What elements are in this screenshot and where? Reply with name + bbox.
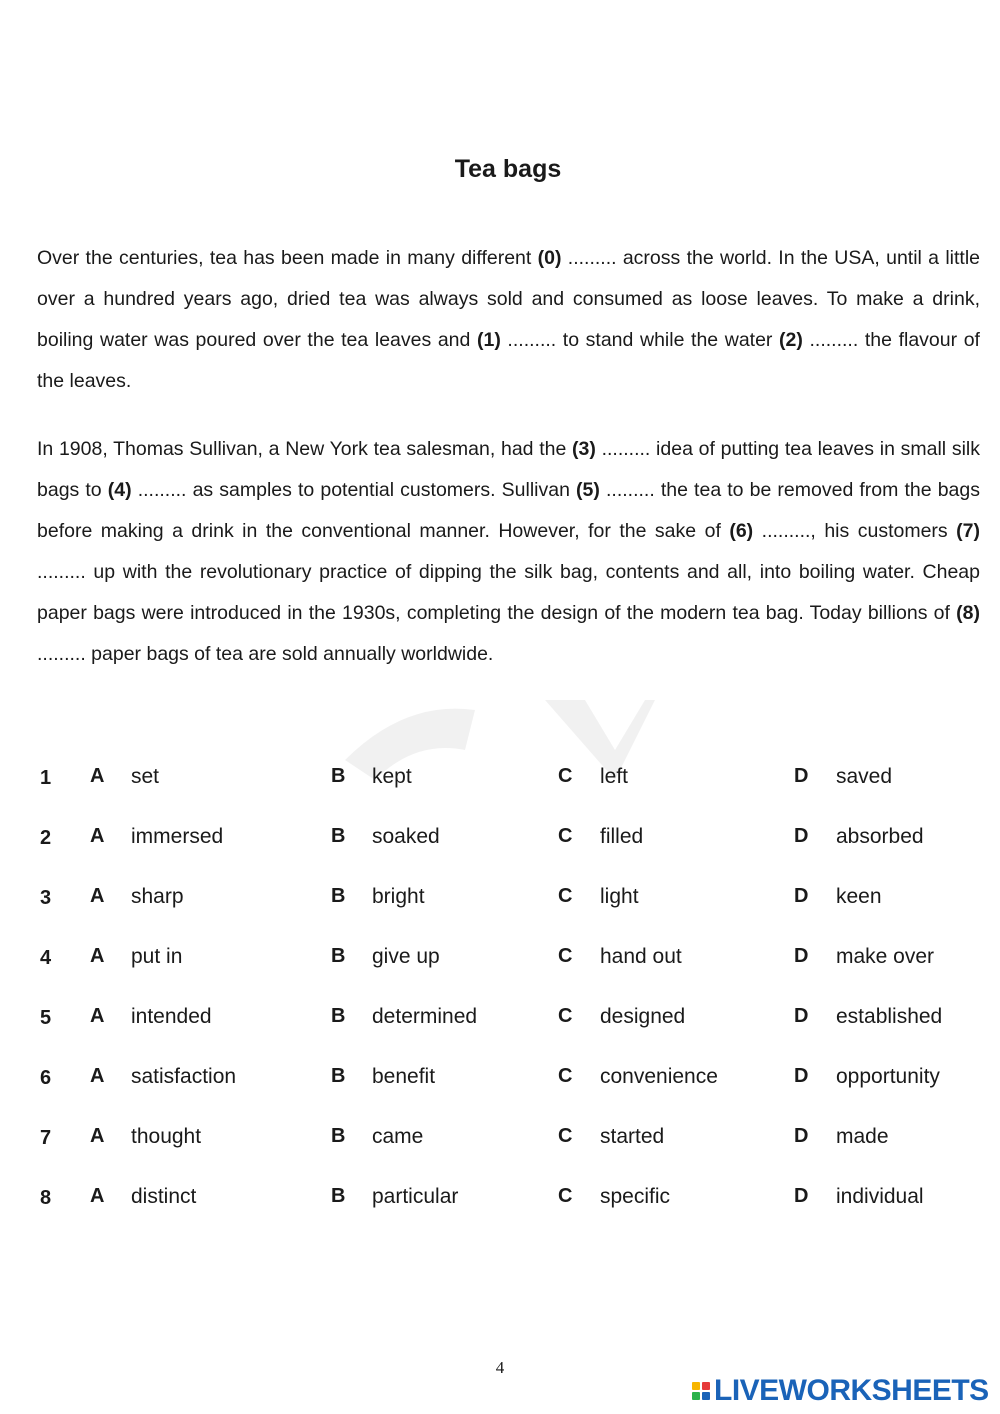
option-b-letter: B (331, 1065, 346, 1087)
question-number: 8 (40, 1187, 52, 1209)
option-a-letter: A (90, 1005, 105, 1027)
option-c[interactable]: started (600, 1125, 665, 1148)
passage-paragraph-1: Over the centuries, tea has been made in many different (0) ......... across the world. In the USA, until a little over a hundred years ago, dried tea was always sold and consumed as loose leaves. To make a drink, boiling water was poured over the tea leaves and (1) ......... to stand while the water (2) ......... the flavour of the leaves. (37, 246, 980, 392)
option-d-letter: D (794, 1125, 809, 1147)
question-row (0, 997, 1000, 1057)
option-b-letter: B (331, 1185, 346, 1207)
option-d[interactable]: absorbed (836, 825, 924, 848)
option-d[interactable]: make over (836, 945, 935, 968)
option-c[interactable]: filled (600, 825, 644, 848)
question-number: 1 (40, 767, 52, 789)
question-number: 2 (40, 827, 52, 849)
gap-6: (6) (729, 519, 754, 542)
question-row (0, 1177, 1000, 1237)
option-d-letter: D (794, 885, 809, 907)
page-number: 4 (495, 1358, 505, 1377)
question-number: 7 (40, 1127, 52, 1149)
option-d[interactable]: individual (836, 1185, 924, 1208)
option-a-letter: A (90, 885, 105, 907)
option-a-letter: A (90, 945, 105, 967)
logo-square (692, 1382, 700, 1390)
logo-square (692, 1392, 700, 1400)
option-c[interactable]: specific (600, 1185, 671, 1208)
option-d-letter: D (794, 825, 809, 847)
option-c[interactable]: designed (600, 1005, 686, 1028)
gap-3: (3) (572, 437, 596, 460)
question-row (0, 877, 1000, 937)
option-b-letter: B (331, 765, 346, 787)
option-b[interactable]: benefit (372, 1065, 436, 1088)
option-a[interactable]: sharp (131, 885, 184, 908)
option-b[interactable]: particular (372, 1185, 459, 1208)
option-b[interactable]: bright (372, 885, 425, 908)
option-b[interactable]: give up (372, 945, 440, 968)
option-d-letter: D (794, 765, 809, 787)
option-c[interactable]: convenience (600, 1065, 718, 1088)
option-d-letter: D (794, 1065, 809, 1087)
option-d[interactable]: made (836, 1125, 889, 1148)
option-a[interactable]: thought (131, 1125, 202, 1148)
question-row (0, 1057, 1000, 1117)
question-number: 4 (40, 947, 52, 969)
question-row (0, 817, 1000, 877)
option-b[interactable]: soaked (372, 825, 440, 848)
passage-paragraph-2: In 1908, Thomas Sullivan, a New York tea salesman, had the (3) ......... idea of putting tea leaves in small silk bags to (4) ......... as samples to potential customers. Sullivan (5) ......... the tea to be removed from the bags before making a drink in the conventional manner. However, for the sake of (6) ........., his customers (7) ......... up with the revolutionary practice of dipping the silk bag, contents and all, into boiling water. Cheap paper bags were introduced in the 1930s, completing the design of the modern tea bag. Today billions of (8) ......... paper bags of tea are sold annually worldwide. (37, 437, 980, 665)
option-a-letter: A (90, 825, 105, 847)
question-row (0, 757, 1000, 817)
gap-7: (7) (956, 519, 980, 542)
liveworksheets-logo[interactable] (692, 1374, 989, 1408)
logo-square (702, 1382, 710, 1390)
logo-squares-icon (692, 1382, 710, 1400)
option-d-letter: D (794, 1005, 809, 1027)
option-d-letter: D (794, 1185, 809, 1207)
option-b-letter: B (331, 825, 346, 847)
gap-0: (0) (537, 246, 562, 269)
option-c-letter: C (558, 885, 573, 907)
option-a-letter: A (90, 765, 105, 787)
option-c-letter: C (558, 1185, 573, 1207)
question-number: 6 (40, 1067, 52, 1089)
option-d-letter: D (794, 945, 809, 967)
option-a-letter: A (90, 1125, 105, 1147)
option-a-letter: A (90, 1065, 105, 1087)
option-a[interactable]: distinct (131, 1185, 197, 1208)
option-c-letter: C (558, 1125, 573, 1147)
option-a[interactable]: put in (131, 945, 183, 968)
option-c[interactable]: light (600, 885, 639, 908)
logo-square (702, 1392, 710, 1400)
option-b[interactable]: came (372, 1125, 424, 1148)
option-a[interactable]: satisfaction (131, 1065, 237, 1088)
option-c-letter: C (558, 765, 573, 787)
question-number: 5 (40, 1007, 52, 1029)
option-b-letter: B (331, 885, 346, 907)
gap-5: (5) (576, 478, 600, 501)
option-c-letter: C (558, 825, 573, 847)
option-b[interactable]: determined (372, 1005, 478, 1028)
answer-options (0, 757, 1000, 1237)
option-b[interactable]: kept (372, 765, 412, 788)
option-d[interactable]: opportunity (836, 1065, 940, 1088)
option-c-letter: C (558, 945, 573, 967)
question-number: 3 (40, 887, 52, 909)
option-b-letter: B (331, 1005, 346, 1027)
gap-2: (2) (779, 328, 803, 351)
option-a[interactable]: intended (131, 1005, 212, 1028)
option-d[interactable]: keen (836, 885, 882, 908)
option-c-letter: C (558, 1005, 573, 1027)
option-c[interactable]: hand out (600, 945, 682, 968)
gap-1: (1) (476, 328, 501, 351)
option-d[interactable]: saved (836, 765, 893, 788)
option-a[interactable]: set (131, 765, 160, 788)
option-c-letter: C (558, 1065, 573, 1087)
option-b-letter: B (331, 945, 346, 967)
option-b-letter: B (331, 1125, 346, 1147)
option-a[interactable]: immersed (131, 825, 224, 848)
option-c[interactable]: left (600, 765, 629, 788)
logo-text: LIVEWORKSHEETS (714, 1374, 989, 1407)
question-row (0, 1117, 1000, 1177)
gap-4: (4) (107, 478, 132, 501)
question-row (0, 937, 1000, 997)
option-d[interactable]: established (836, 1005, 943, 1028)
option-a-letter: A (90, 1185, 105, 1207)
gap-8: (8) (956, 601, 980, 624)
worksheet-title: Tea bags (454, 155, 562, 183)
